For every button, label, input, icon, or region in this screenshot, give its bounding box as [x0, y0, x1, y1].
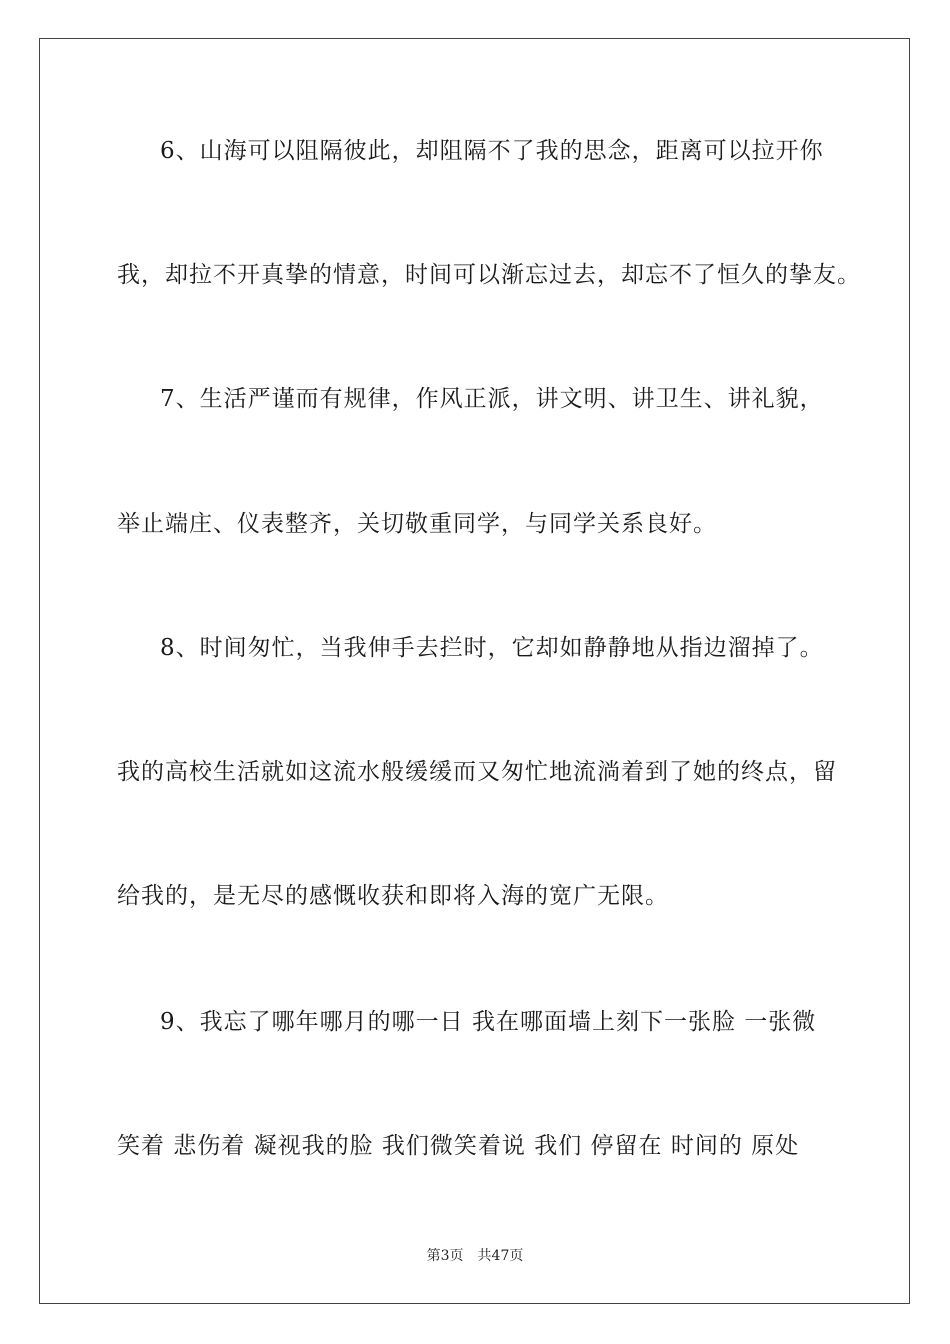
paragraph-6-line-2: 我，却拉不开真挚的情意，时间可以渐忘过去，却忘不了恒久的挚友。 — [117, 262, 861, 288]
paragraph-6-line-1: 6、山海可以阻隔彼此，却阻隔不了我的思念，距离可以拉开你 — [160, 138, 824, 164]
paragraph-8-line-1: 8、时间匆忙，当我伸手去拦时，它却如静静地从指边溜掉了。 — [160, 635, 824, 661]
paragraph-7-line-1: 7、生活严谨而有规律，作风正派，讲文明、讲卫生、讲礼貌， — [160, 386, 824, 412]
paragraph-8-line-3: 给我的，是无尽的感慨收获和即将入海的宽广无限。 — [117, 883, 669, 909]
paragraph-7-line-2: 举止端庄、仪表整齐，关切敬重同学，与同学关系良好。 — [117, 511, 717, 537]
paragraph-9-line-1: 9、我忘了哪年哪月的哪一日 我在哪面墙上刻下一张脸 一张微 — [160, 1009, 817, 1035]
paragraph-9-line-2: 笑着 悲伤着 凝视我的脸 我们微笑着说 我们 停留在 时间的 原处 — [117, 1133, 800, 1159]
paragraph-8-line-2: 我的高校生活就如这流水般缓缓而又匆忙地流淌着到了她的终点，留 — [117, 759, 837, 785]
page-footer — [0, 1246, 950, 1266]
page-number: 第3页 — [426, 1248, 464, 1264]
page-border — [39, 38, 910, 1304]
page-total: 共47页 — [477, 1248, 524, 1264]
